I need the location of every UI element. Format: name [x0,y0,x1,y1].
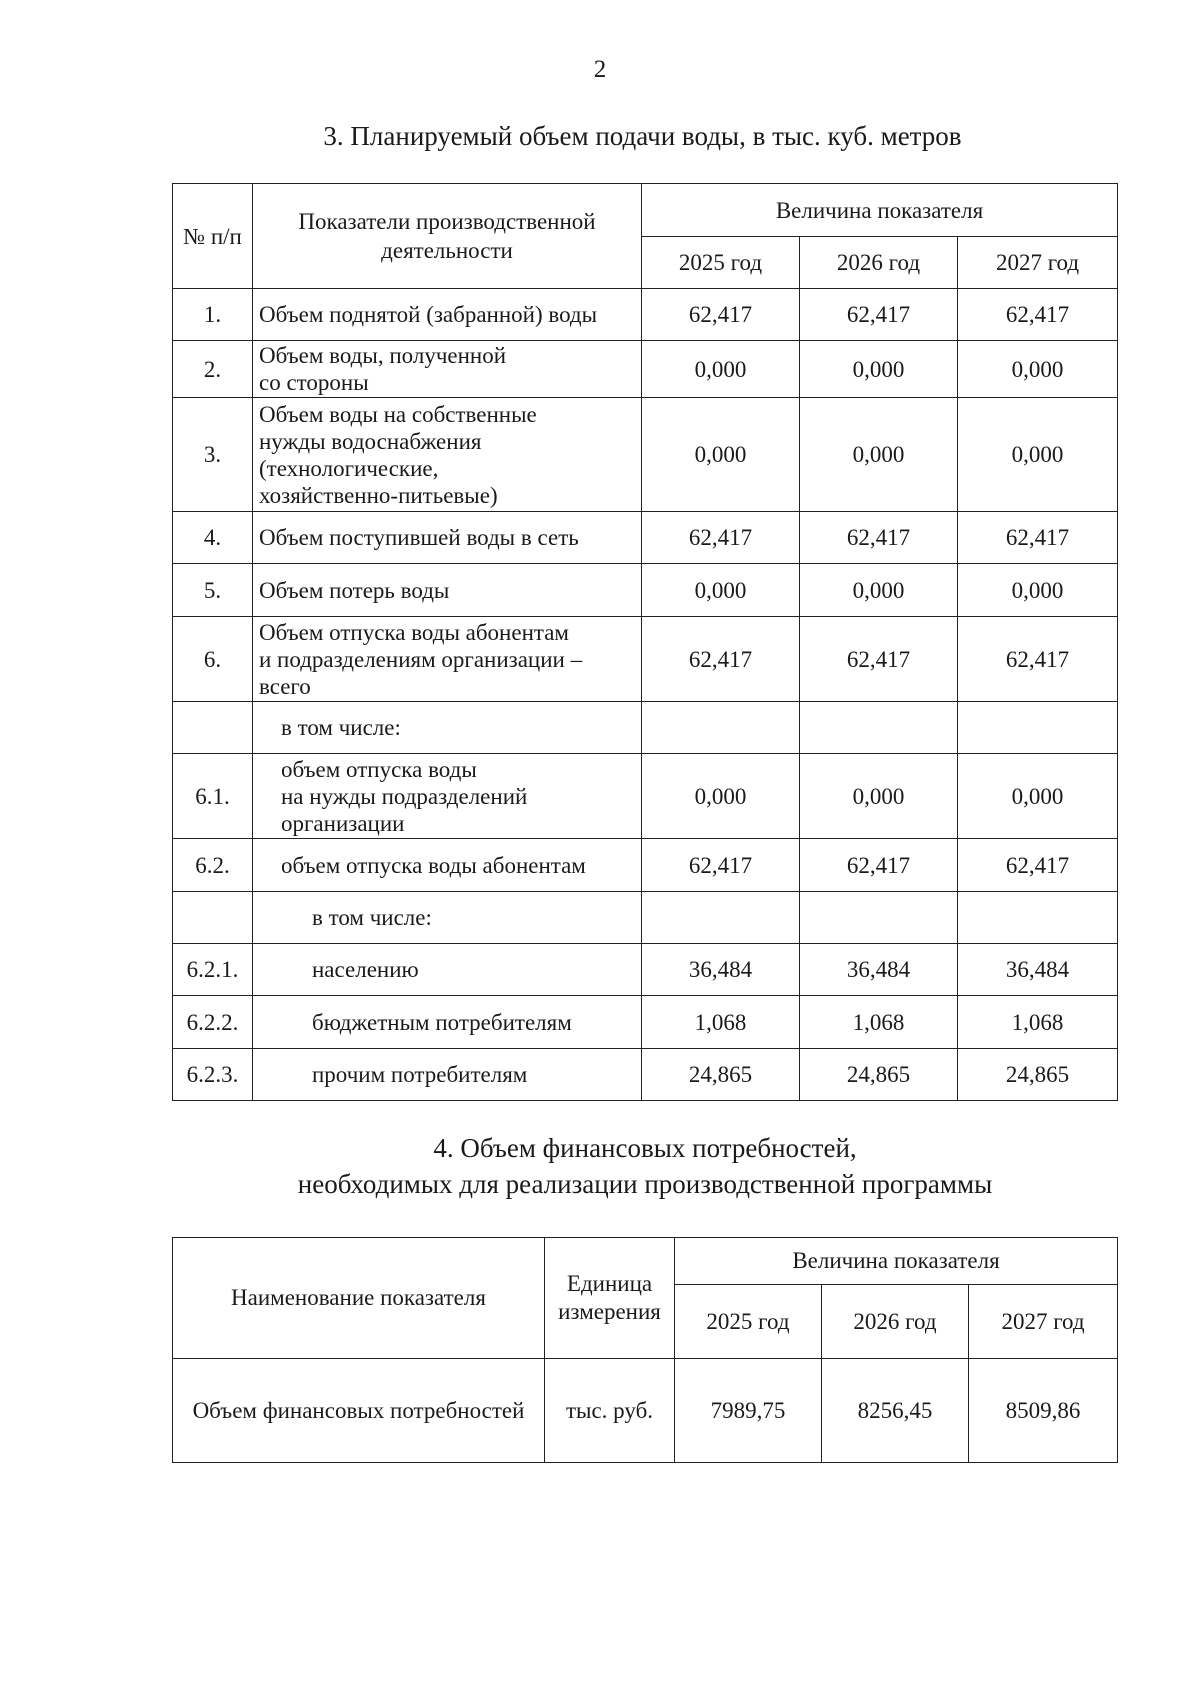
row-unit: тыс. руб. [545,1359,675,1463]
header-year: 2026 год [800,237,958,289]
row-num: 3. [173,398,253,512]
row-value [642,702,800,754]
row-value: 36,484 [642,944,800,996]
table-row [173,996,1118,1049]
row-name: в том числе: [253,892,642,944]
row-value: 0,000 [800,341,958,398]
row-name: объем отпуска воды абонентам [253,839,642,892]
header-year: 2027 год [969,1285,1118,1359]
row-name: Объем воды на собственные нужды водоснабжения (технологические, хозяйственно-питьевые) [253,398,642,512]
row-value: 1,068 [642,996,800,1049]
water-supply-table [172,183,1118,1101]
row-name: прочим потребителям [253,1049,642,1101]
row-name: населению [253,944,642,996]
row-value [958,702,1118,754]
table-row [173,617,1118,702]
row-num [173,702,253,754]
row-value [800,892,958,944]
row-num: 6. [173,617,253,702]
table-row [173,1359,1118,1463]
row-value: 1,068 [958,996,1118,1049]
row-value: 62,417 [800,512,958,564]
row-value: 24,865 [958,1049,1118,1101]
row-value [800,702,958,754]
row-num: 6.2. [173,839,253,892]
row-num: 4. [173,512,253,564]
section-4-title: 4. Объем финансовых потребностей, необходимых для реализации производственной программы [297,1133,993,1199]
header-name: Наименование показателя [173,1238,545,1359]
row-value: 0,000 [958,564,1118,617]
row-num: 2. [173,341,253,398]
header-indicators: Показатели производственной деятельности [253,184,642,289]
financial-needs-table [172,1237,1118,1463]
row-value: 0,000 [958,341,1118,398]
header-num: № п/п [173,184,253,289]
header-year: 2026 год [822,1285,969,1359]
section-3-title: 3. Планируемый объем подачи воды, в тыс. куб. метров [323,121,962,151]
header-value-group: Величина показателя [642,184,1118,237]
row-value [958,892,1118,944]
row-value: 8509,86 [969,1359,1118,1463]
row-value: 62,417 [642,839,800,892]
row-name: Объем отпуска воды абонентам и подразделениям организации – всего [253,617,642,702]
row-num: 5. [173,564,253,617]
row-value: 62,417 [958,839,1118,892]
table-row [173,1049,1118,1101]
row-name: Объем воды, полученной со стороны [253,341,642,398]
row-value: 0,000 [800,754,958,839]
table-row [173,289,1118,341]
table-row [173,754,1118,839]
row-name: Объем финансовых потребностей [173,1359,545,1463]
row-value: 1,068 [800,996,958,1049]
header-value-group: Величина показателя [675,1238,1118,1285]
table-row [173,512,1118,564]
table-row [173,839,1118,892]
table-row [173,564,1118,617]
row-value: 0,000 [958,754,1118,839]
header-year: 2025 год [675,1285,822,1359]
row-value: 8256,45 [822,1359,969,1463]
header-year: 2027 год [958,237,1118,289]
row-num: 6.1. [173,754,253,839]
table-row [173,341,1118,398]
row-name: Объем поднятой (забранной) воды [253,289,642,341]
row-value: 7989,75 [675,1359,822,1463]
row-value: 62,417 [642,617,800,702]
row-value: 62,417 [800,839,958,892]
row-value: 24,865 [800,1049,958,1101]
row-value: 0,000 [642,341,800,398]
row-name: Объем потерь воды [253,564,642,617]
row-value: 0,000 [642,754,800,839]
row-name: в том числе: [253,702,642,754]
table-row [173,702,1118,754]
row-value: 62,417 [642,512,800,564]
row-value: 62,417 [800,289,958,341]
row-value: 62,417 [642,289,800,341]
row-num: 6.2.2. [173,996,253,1049]
row-value: 62,417 [958,289,1118,341]
row-name: Объем поступившей воды в сеть [253,512,642,564]
table-row [173,398,1118,512]
row-value: 0,000 [958,398,1118,512]
row-value: 0,000 [800,398,958,512]
table-row [173,944,1118,996]
row-num: 6.2.1. [173,944,253,996]
row-num [173,892,253,944]
row-value: 62,417 [958,512,1118,564]
page-number: 2 [593,56,607,83]
header-unit: Единица измерения [545,1238,675,1359]
row-value: 62,417 [958,617,1118,702]
row-num: 1. [173,289,253,341]
row-value [642,892,800,944]
row-value: 36,484 [958,944,1118,996]
table-row [173,892,1118,944]
row-name: объем отпуска воды на нужды подразделений организации [253,754,642,839]
row-value: 0,000 [642,398,800,512]
row-value: 62,417 [800,617,958,702]
header-year: 2025 год [642,237,800,289]
row-value: 0,000 [800,564,958,617]
row-value: 36,484 [800,944,958,996]
row-value: 0,000 [642,564,800,617]
row-value: 24,865 [642,1049,800,1101]
row-name: бюджетным потребителям [253,996,642,1049]
row-num: 6.2.3. [173,1049,253,1101]
